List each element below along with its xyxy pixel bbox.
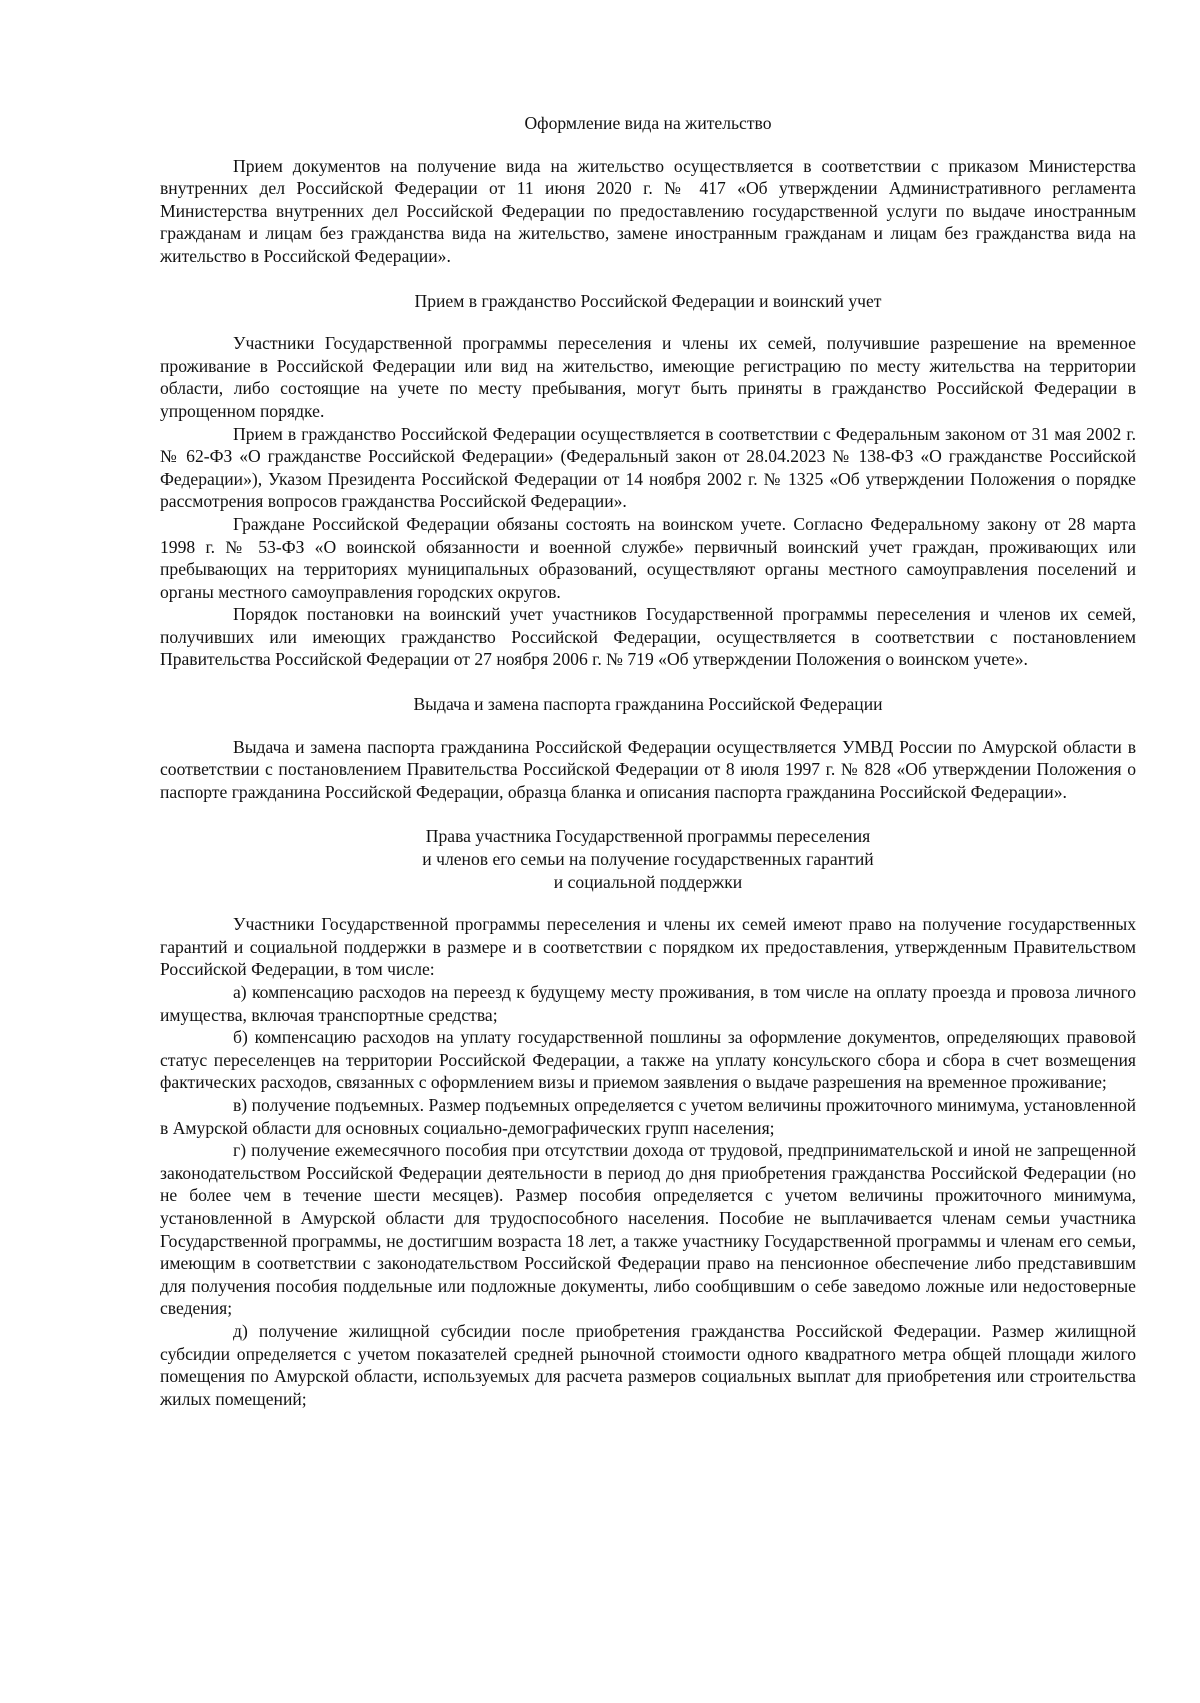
- heading-passport: Выдача и замена паспорта гражданина Российской Федерации: [413, 694, 883, 715]
- paragraph-citizenship-1: Участники Государственной программы переселения и члены их семей, получившие разрешение на временное проживание в Российской Федерации или вид на жительство, имеющие регистрацию по месту жительства на территории области, либо состоящие на учете по месту пребывания, могут быть приняты в гражданство Российской Федерации в упрощенном порядке.: [160, 333, 1136, 421]
- paragraph-citizenship-2: Прием в гражданство Российской Федерации осуществляется в соответствии с Федеральным законом от 31 мая 2002 г. № 62-ФЗ «О гражданстве Российской Федерации» (Федеральный закон от 28.04.2023 № 138-ФЗ «О гражданстве Российской Федерации»), Указом Президента Российской Федерации от 14 ноября 2002 г. № 1325 «Об утверждении Положения о порядке рассмотрения вопросов гражданства Российской Федерации».: [160, 423, 1136, 512]
- heading-citizenship-military: Прием в гражданство Российской Федерации и воинский учет: [414, 290, 882, 311]
- paragraph-rights-d: д) получение жилищной субсидии после приобретения гражданства Российской Федерации. Размер жилищной субсидии определяется с учетом показателей средней рыночной стоимости одного квадратного метра общей площади жилого помещения по Амурской области, используемых для расчета размеров социальных выплат для приобретения или строительства жилых помещений;: [160, 1320, 1136, 1409]
- paragraph-residence-permit: Прием документов на получение вида на жительство осуществляется в соответствии с приказом Министерства внутренних дел Российской Федерации от 11 июня 2020 г. № 417 «Об утверждении Административного регламента Министерства внутренних дел Российской Федерации по предоставлению государственной услуги по выдаче иностранным гражданам и лицам без гражданства вида на жительство, замене иностранным гражданам и лицам без гражданства вида на жительство в Российской Федерации».: [160, 155, 1136, 266]
- paragraph-passport: Выдача и замена паспорта гражданина Российской Федерации осуществляется УМВД России по Амурской области в соответствии с постановлением Правительства Российской Федерации от 8 июля 1997 г. № 828 «Об утверждении Положения о паспорте гражданина Российской Федерации, образца бланка и описания паспорта гражданина Российской Федерации».: [160, 736, 1136, 802]
- heading-line: и членов его семьи на получение государственных гарантий: [422, 849, 874, 870]
- paragraph-rights-g: г) получение ежемесячного пособия при отсутствии дохода от трудовой, предпринимательской и иной не запрещенной законодательством Российской Федерации деятельности в период до дня приобретения гражданства Российской Федерации (но не более чем в течение шести месяцев). Размер пособия определяется с учетом величины прожиточного минимума, установленной в Амурской области для трудоспособного населения. Пособие не выплачивается членам семьи участника Государственной программы, не достигшим возраста 18 лет, а также участнику Государственной программы и членам его семьи, имеющим в соответствии с законодательством Российской Федерации право на пенсионное обеспечение либо представившим для получения пособия поддельные или подложные документы, либо сообщившим о себе заведомо ложные или недостоверные сведения;: [160, 1140, 1136, 1319]
- heading-line: и социальной поддержки: [553, 871, 743, 892]
- heading-participant-rights: [160, 825, 1136, 893]
- paragraph-rights-v: в) получение подъемных. Размер подъемных определяется с учетом величины прожиточного минимума, установленной в Амурской области для основных социально-демографических групп населения;: [160, 1094, 1136, 1138]
- heading-line: Права участника Государственной программы переселения: [425, 826, 871, 847]
- paragraph-rights-b: б) компенсацию расходов на уплату государственной пошлины за оформление документов, определяющих правовой статус переселенцев на территории Российской Федерации, а также на уплату консульского сбора и сбора в счет возмещения фактических расходов, связанных с оформлением визы и приемом заявления о выдаче разрешения на временное проживание;: [160, 1027, 1136, 1093]
- document-page: [160, 112, 1136, 1410]
- heading-residence-permit: Оформление вида на жительство: [524, 113, 772, 133]
- paragraph-rights-a: а) компенсацию расходов на переезд к будущему месту проживания, в том числе на оплату проезда и провоза личного имущества, включая транспортные средства;: [160, 982, 1136, 1025]
- paragraph-citizenship-4: Порядок постановки на воинский учет участников Государственной программы переселения и членов их семей, получивших или имеющих гражданство Российской Федерации, осуществляется в соответствии с постановлением Правительства Российской Федерации от 27 ноября 2006 г. № 719 «Об утверждении Положения о воинском учете».: [160, 604, 1136, 670]
- paragraph-citizenship-3: Граждане Российской Федерации обязаны состоять на воинском учете. Согласно Федеральному закону от 28 марта 1998 г. № 53-ФЗ «О воинской обязанности и военной службе» первичный воинский учет граждан, проживающих или пребывающих на территориях муниципальных образований, осуществляют органы местного самоуправления поселений и органы местного самоуправления городских округов.: [160, 513, 1136, 602]
- paragraph-rights-intro: Участники Государственной программы переселения и члены их семей имеют право на получение государственных гарантий и социальной поддержки в размере и в соответствии с порядком их предоставления, утвержденным Правительством Российской Федерации, в том числе:: [160, 914, 1136, 980]
